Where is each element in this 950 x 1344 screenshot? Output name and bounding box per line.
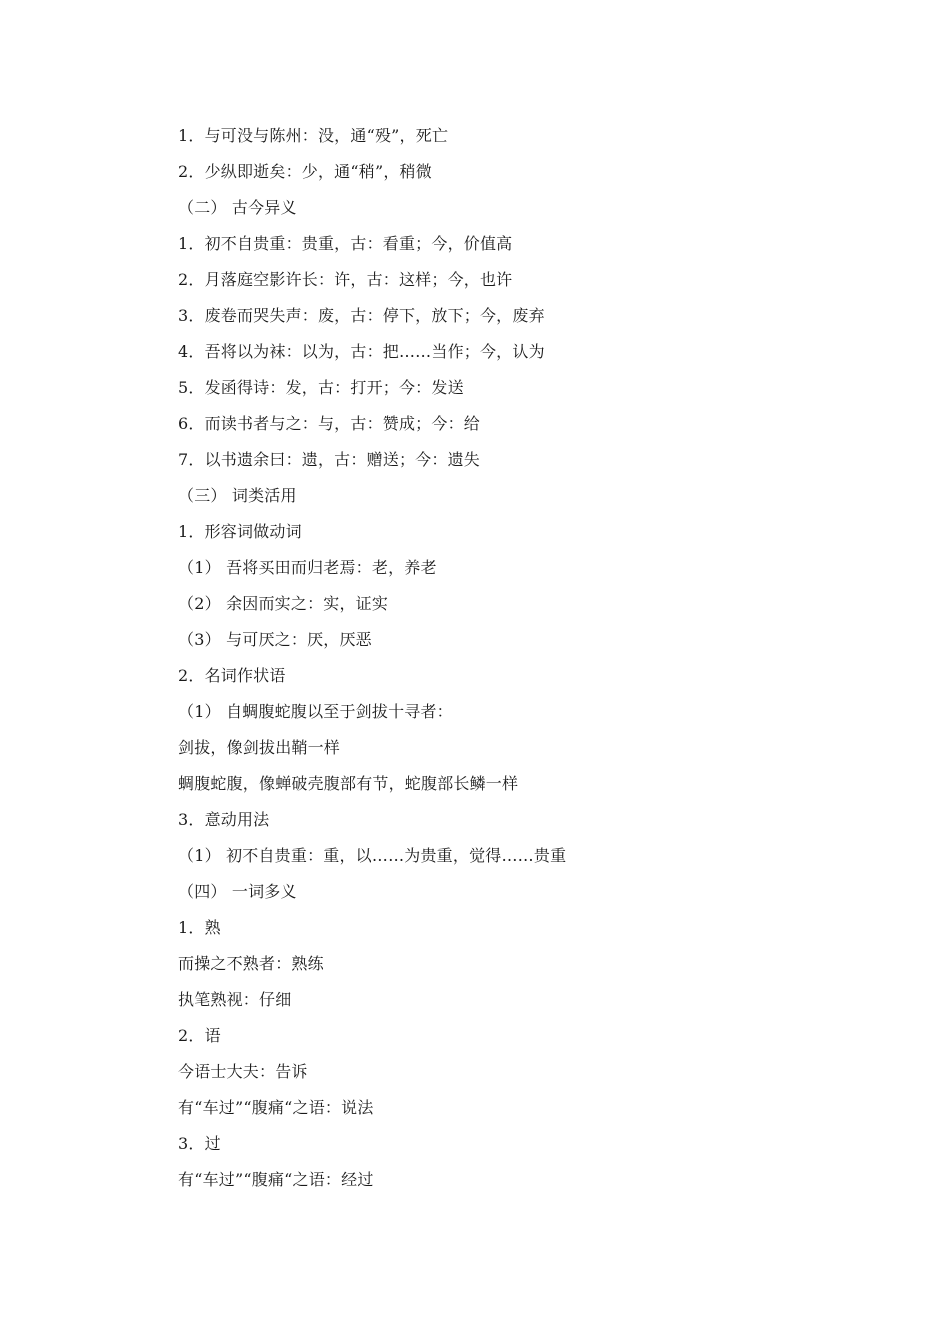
text-line: 1．熟: [178, 918, 221, 937]
text-line: 2．名词作状语: [178, 666, 286, 685]
text-line: （1） 初不自贵重：重，以……为贵重，觉得……贵重: [178, 846, 567, 865]
text-line: 今语士大夫：告诉: [178, 1062, 308, 1081]
text-line: 7．以书遗余曰：遗，古：赠送；今：遗失: [178, 450, 480, 469]
text-line: 3．意动用法: [178, 810, 270, 829]
section-heading: （四） 一词多义: [178, 882, 297, 901]
section-heading: （三） 词类活用: [178, 486, 297, 505]
text-line: 2．月落庭空影许长：许，古：这样；今，也许: [178, 270, 513, 289]
text-line: 3．过: [178, 1134, 221, 1153]
text-line: 执笔熟视：仔细: [178, 990, 292, 1009]
text-line: （3） 与可厌之：厌，厌恶: [178, 630, 372, 649]
text-line: 4．吾将以为袜：以为，古：把……当作；今，认为: [178, 342, 545, 361]
text-line: 2．少纵即逝矣：少，通“稍”，稍微: [178, 162, 432, 181]
text-line: 1．初不自贵重：贵重，古：看重；今，价值高: [178, 234, 513, 253]
text-line: 3．废卷而哭失声：废，古：停下，放下；今，废弃: [178, 306, 545, 325]
text-line: （1） 自蜩腹蛇腹以至于剑拔十寻者：: [178, 702, 453, 721]
text-line: （1） 吾将买田而归老焉：老，养老: [178, 558, 437, 577]
text-line: 2．语: [178, 1026, 221, 1045]
text-line: 剑拔，像剑拔出鞘一样: [178, 738, 341, 757]
section-heading: （二） 古今异义: [178, 198, 297, 217]
text-line: 有“车过”“腹痛“之语：说法: [178, 1098, 374, 1117]
text-line: 5．发函得诗：发，古：打开；今：发送: [178, 378, 464, 397]
text-line: 6．而读书者与之：与，古：赞成；今：给: [178, 414, 480, 433]
text-line: 蜩腹蛇腹，像蝉破壳腹部有节，蛇腹部长鳞一样: [178, 774, 519, 793]
text-line: 1．形容词做动词: [178, 522, 302, 541]
text-line: 而操之不熟者：熟练: [178, 954, 324, 973]
text-line: 1．与可没与陈州：没，通“殁”，死亡: [178, 126, 449, 145]
text-line: （2） 余因而实之：实，证实: [178, 594, 389, 613]
text-line: 有“车过”“腹痛“之语：经过: [178, 1170, 374, 1189]
